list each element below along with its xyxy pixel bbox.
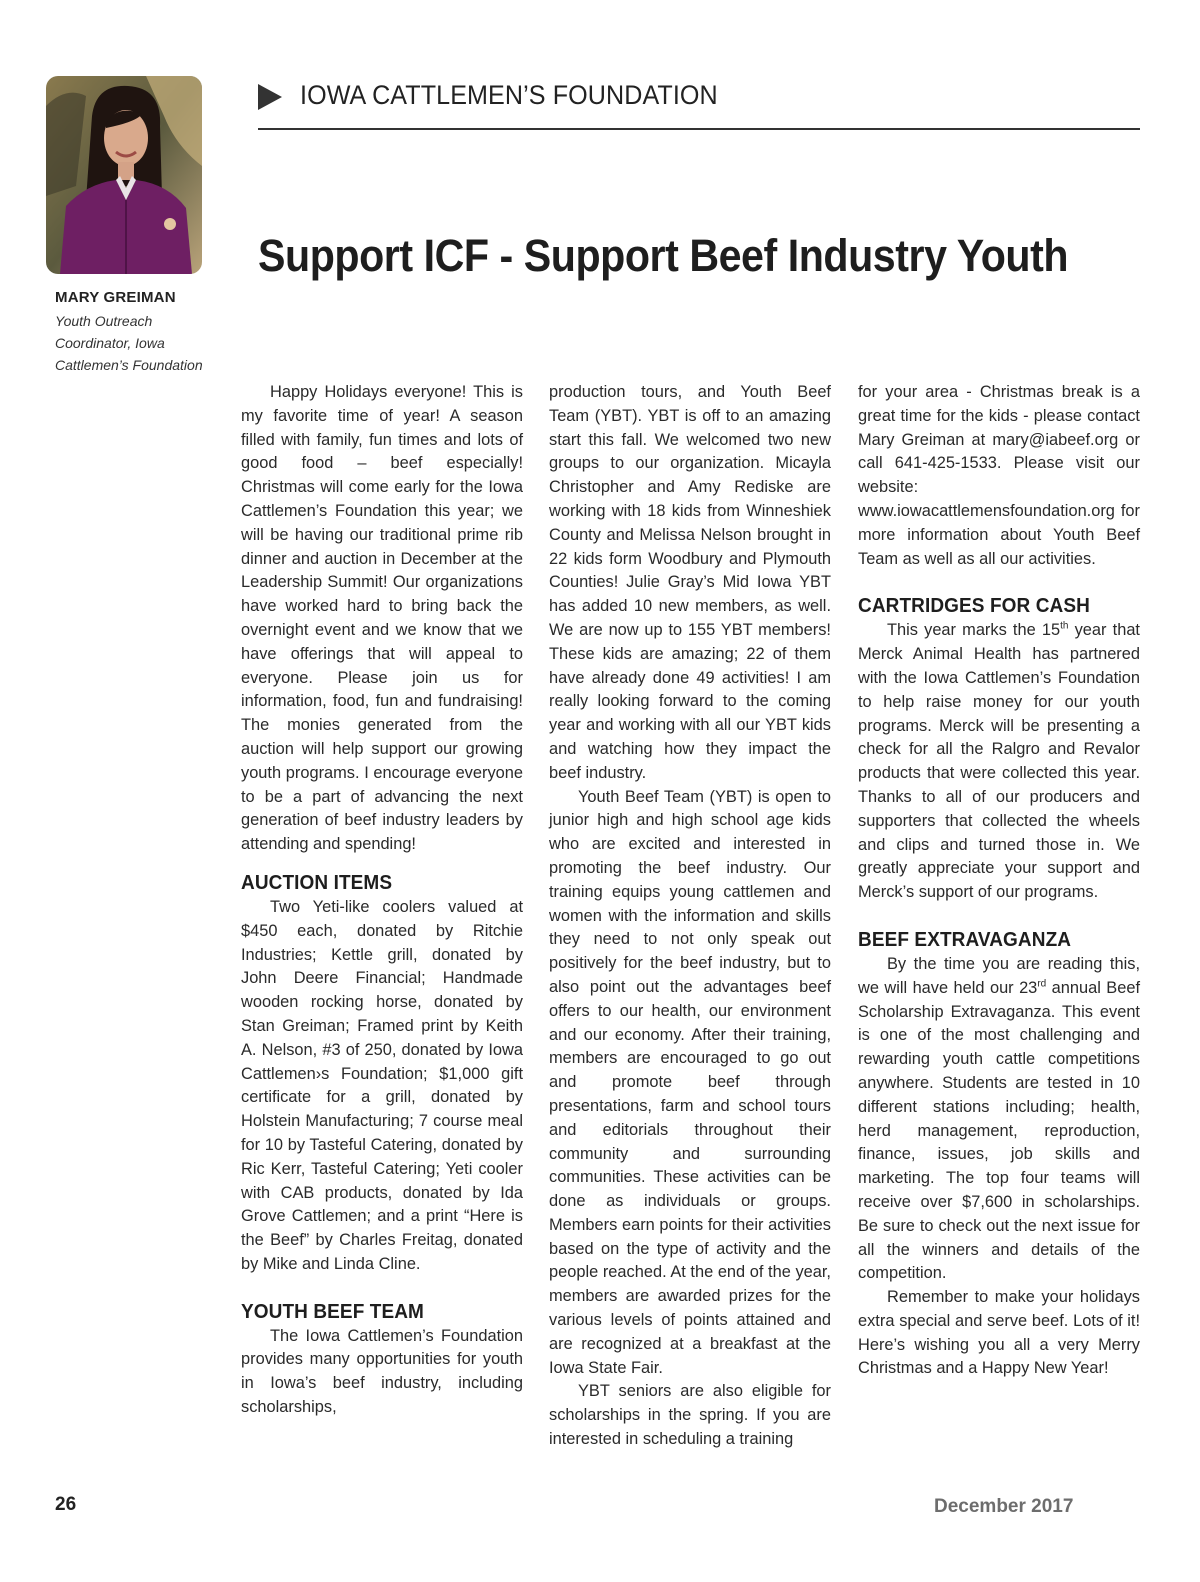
paragraph: production tours, and Youth Beef Team (YBT). YBT is off to an amazing start this fall. We welcomed two new groups to our organization. Micayla Christopher and Amy Rediske are working with 18 kids from Winneshiek County and Melissa Nelson brought in 22 kids form Woodbury and Plymouth Counties! Julie Gray’s Mid Iowa YBT has added 10 new members, as well. We are now up to 155 YBT members! These kids are amazing; 22 of them have already done 49 activities! I am really looking forward to the coming year and working with all our YBT kids and watching how they impact the beef industry. [549, 383, 831, 782]
ordinal-suffix: th [1060, 620, 1069, 632]
issue-date: December 2017 [934, 1496, 1074, 1517]
paragraph: Two Yeti-like coolers valued at $450 each, donated by Ritchie Industries; Kettle grill, donated by John Deere Financial; Handmade wooden rocking horse, donated by Stan Greiman; Framed print by Keith A. Nelson, #3 of 250, donated by Iowa Cattlemen›s Foundation; $1,000 gift certificate for a grill, donated by Holstein Manufacturing; 7 course meal for 10 by Tasteful Catering, donated by Ric Kerr, Tasteful Catering; Yeti cooler with CAB products, donated by Ida Grove Cattlemen; and a print “Here is the Beef” by Charles Freitag, donated by Mike and Linda Cline. [241, 897, 523, 1273]
author-title-line-3: Cattlemen’s Foundation [55, 357, 203, 373]
paragraph: Youth Beef Team (YBT) is open to junior high and high school age kids who are excited and interested in promoting the beef industry. Our training equips young cattlemen and women with the information and skills they need to not only speak out positively for the beef industry, but to also point out the advantages beef offers to our health, our environment and our economy. After their training, members are encouraged to go out and promote beef through presentations, farm and school tours and editorials throughout their community and surrounding communities. These activities can be done as individuals or groups. Members earn points for their activities based on the type of activity and the people reached. At the end of the year, members are awarded prizes for the various levels of points attained and are recognized at a breakfast at the Iowa State Fair. [549, 787, 831, 1377]
paragraph: for your area - Christmas break is a great time for the kids - please contact Mary Greiman at mary@iabeef.org or call 641-425-1533. Please visit our website: www.iowacattlemensfoundation.org for more information about Youth Beef Team as well as all our activities. [858, 383, 1140, 568]
paragraph: Happy Holidays everyone! This is my favorite time of year! A season filled with family, fun times and lots of good food – beef especially! Christmas will come early for the Iowa Cattlemen’s Foundation this year; we will be having our traditional prime rib dinner and auction in December at the Leadership Summit! Our organizations have worked hard to bring back the overnight event and we know that we have offerings that will appeal to everyone. Please join us for information, food, fun and fundraising! The monies generated from the auction will help support our growing youth programs. I encourage everyone to be a part of advancing the next generation of beef industry leaders by attending and spending! [241, 383, 523, 854]
page-number: 26 [55, 1494, 77, 1515]
author-photo [46, 76, 202, 274]
subhead-cartridges-for-cash: CARTRIDGES FOR CASH [858, 595, 1090, 618]
section-label: IOWA CATTLEMEN’S FOUNDATION [300, 80, 718, 110]
author-portrait-image [46, 76, 202, 274]
author-byline [55, 289, 230, 376]
ordinal-suffix: rd [1037, 978, 1047, 990]
paragraph [858, 619, 1140, 905]
section-header [258, 80, 1140, 130]
subhead-youth-beef-team: YOUTH BEEF TEAM [241, 1300, 424, 1323]
text-run: This year marks the 15 [887, 621, 1061, 640]
author-name: MARY GREIMAN [55, 289, 176, 306]
author-title-line-2: Coordinator, Iowa [55, 335, 165, 351]
paragraph: Remember to make your holidays extra special and serve beef. Lots of it! Here’s wishing you all a very Merry Christmas and a Happy New Year! [858, 1288, 1140, 1378]
paragraph: The Iowa Cattlemen’s Foundation provides many opportunities for youth in Iowa’s beef industry, including scholarships, [241, 1326, 523, 1417]
column-3 [858, 381, 1140, 1381]
subhead-auction-items: AUCTION ITEMS [241, 871, 393, 894]
paragraph: YBT seniors are also eligible for scholarships in the spring. If you are interested in scheduling a training [549, 1382, 831, 1449]
column-1 [241, 381, 523, 1420]
text-run: year that Merck Animal Health has partnered with the Iowa Cattlemen’s Foundation to help raise money for our youth programs. Merck will be presenting a check for all the Ralgro and Revalor products that were collected this year. Thanks to all of our producers and supporters that collected the wheels and clips and turned those in. We greatly appreciate your support and Merck’s support of our programs. [858, 621, 1140, 902]
article-title: Support ICF - Support Beef Industry Youth [258, 230, 1069, 281]
author-title-line-1: Youth Outreach [55, 313, 153, 329]
paragraph [858, 953, 1140, 1286]
column-2 [549, 381, 831, 1452]
text-run: By the time you are reading this, we will have held our 23 [858, 954, 1140, 997]
subhead-beef-extravaganza: BEEF EXTRAVAGANZA [858, 928, 1072, 951]
text-run: annual Beef Scholarship Extravaganza. This event is one of the most challenging and rewarding youth cattle competitions anywhere. Students are tested in 10 different stations including; health, herd management, reproduction, finance, issues, job skills and marketing. The top four teams will receive over $7,600 in scholarships. Be sure to check out the next issue for all the winners and details of the competition. [858, 978, 1141, 1283]
triangle-right-icon [258, 84, 282, 110]
